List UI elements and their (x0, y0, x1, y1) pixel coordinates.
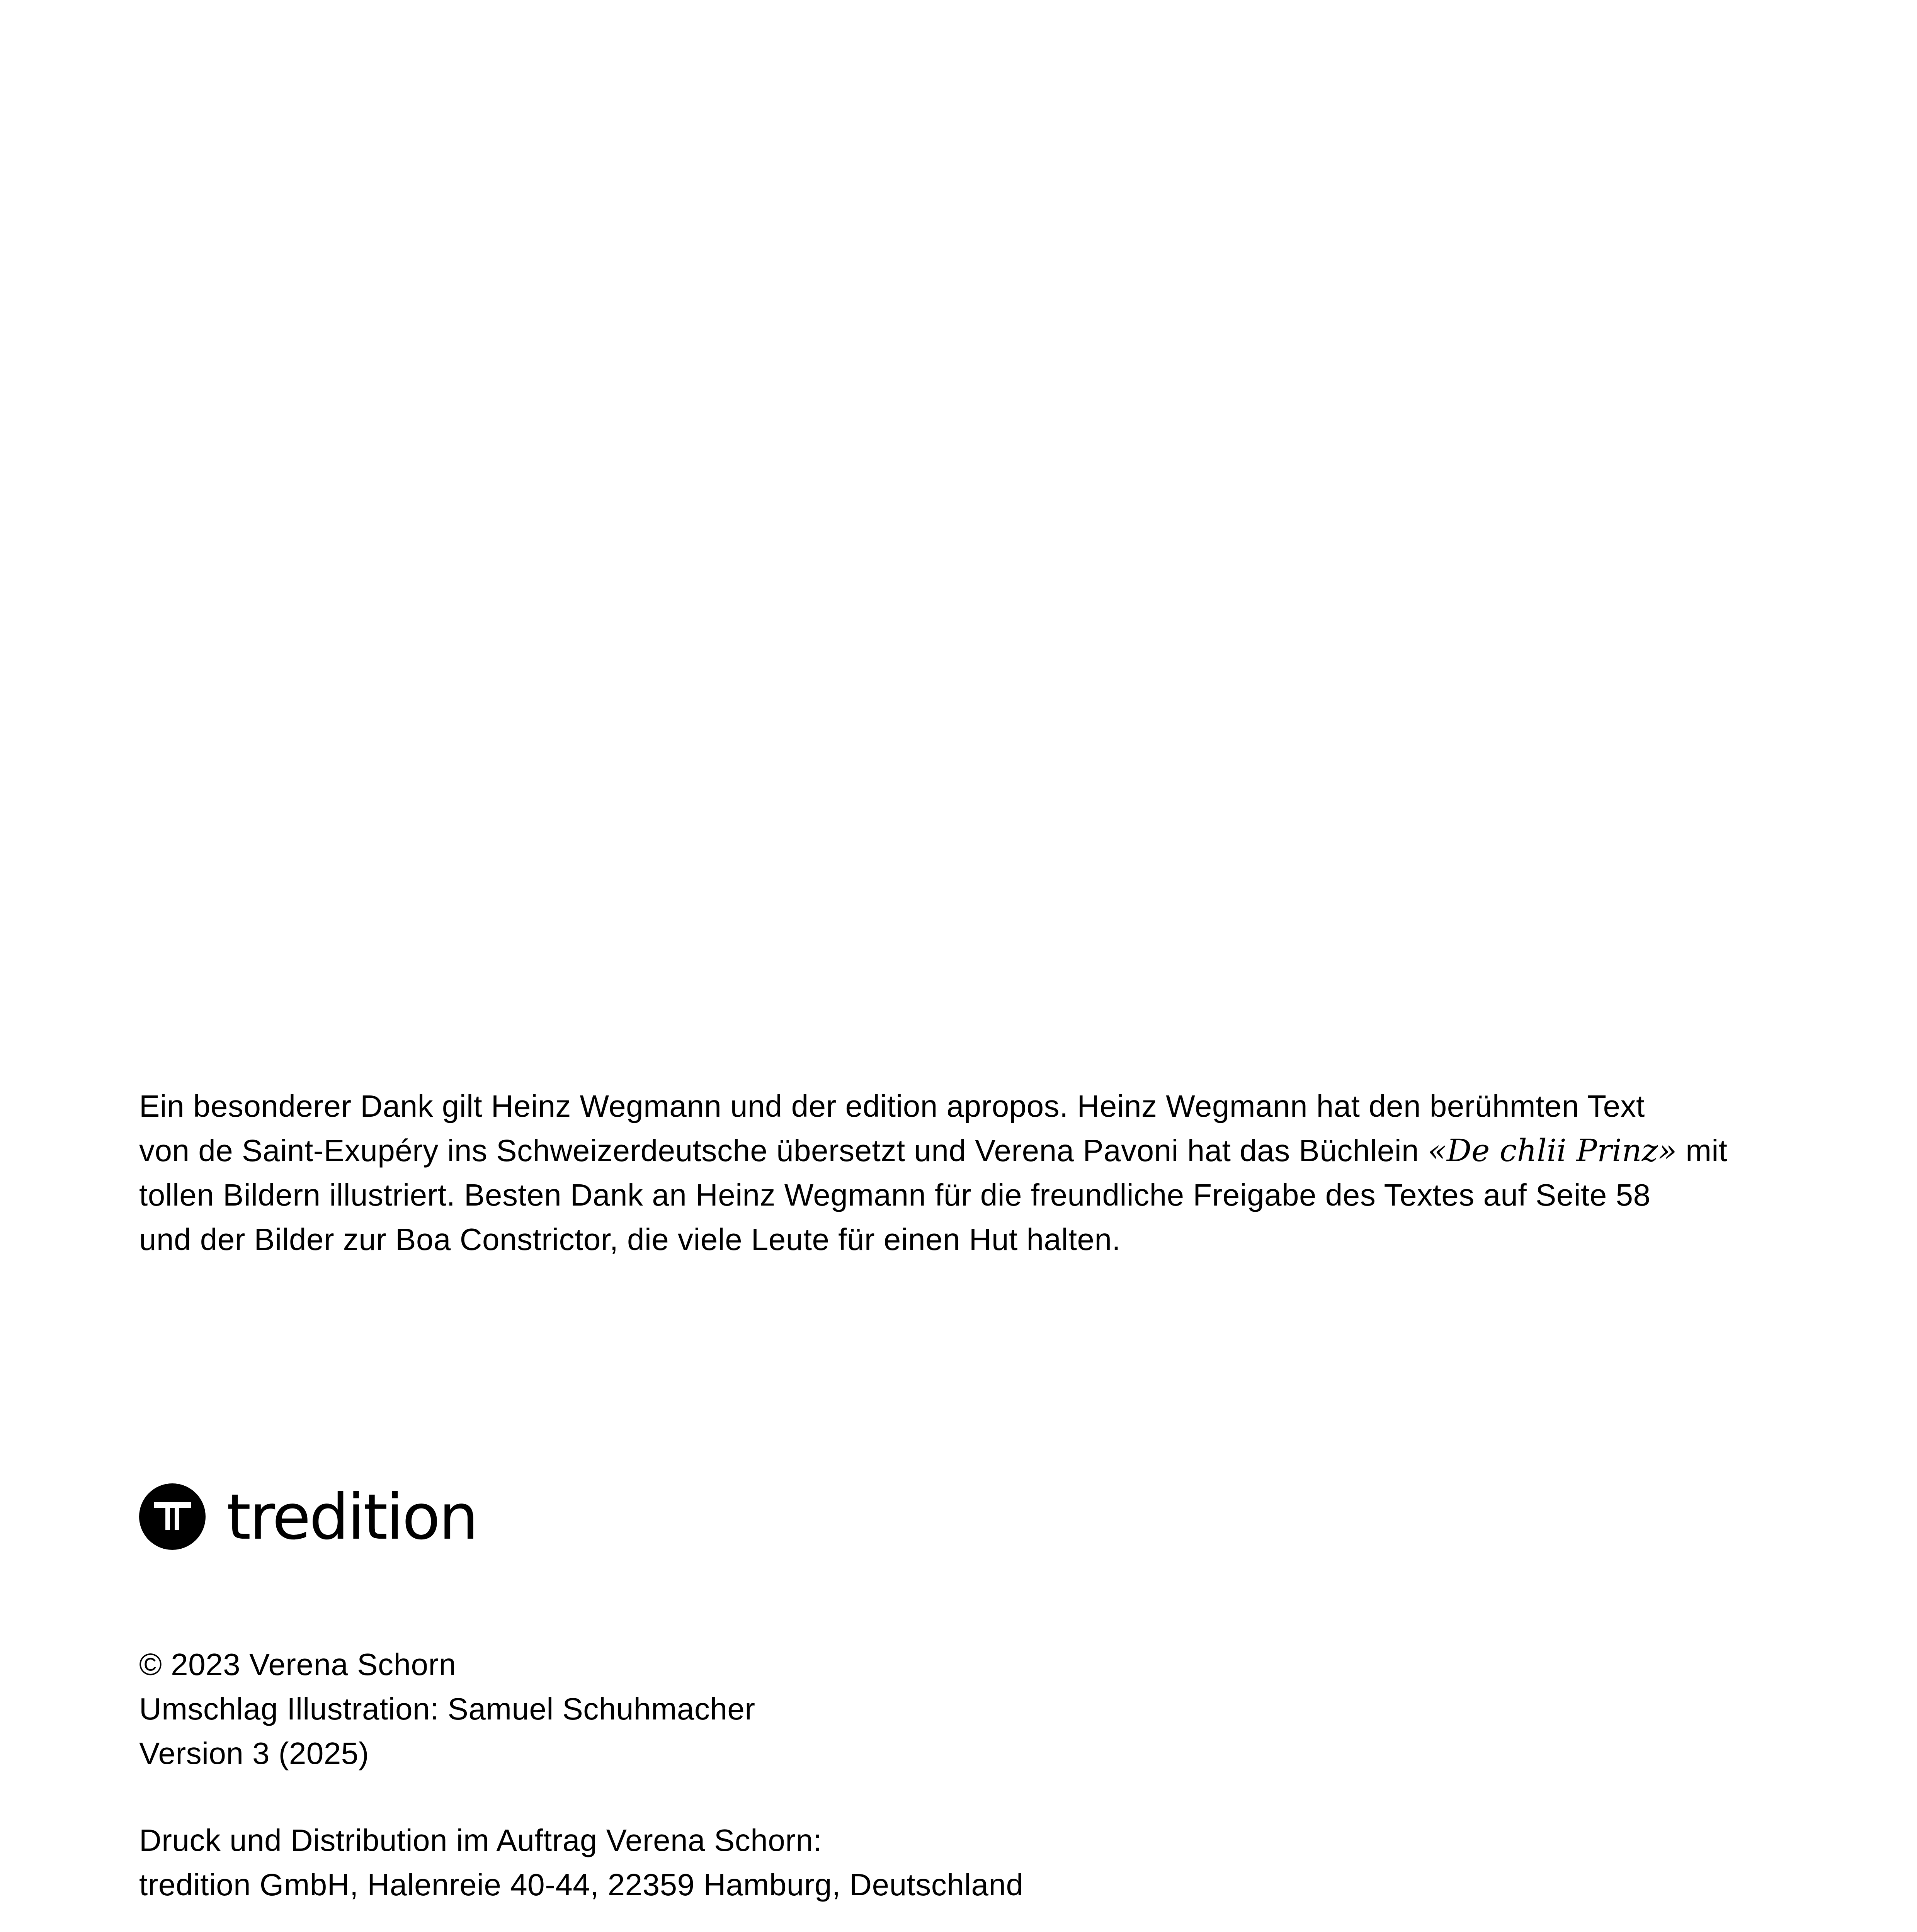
acknowledgement-line: tollen Bildern illustriert. Besten Dank an Heinz Wegmann für die freundliche Freigabe des Textes auf Seite 58 (139, 1178, 1651, 1212)
publisher-wordmark: tredition (226, 1481, 477, 1554)
publisher-logo (139, 1481, 477, 1554)
acknowledgement-text: von de Saint-Exupéry ins Schweizerdeutsche übersetzt und Verena Pavoni hat das Büchlein (139, 1133, 1428, 1168)
book-title: «De chlii Prinz» (1427, 1133, 1677, 1168)
printing-info (139, 1818, 1762, 1907)
acknowledgement-paragraph (139, 1084, 1762, 1262)
acknowledgement-line: Ein besonderer Dank gilt Heinz Wegmann und der edition apropos. Heinz Wegmann hat den berühmten Text (139, 1089, 1645, 1123)
acknowledgement-text: mit (1677, 1133, 1728, 1168)
publisher-address: tredition GmbH, Halenreie 40-44, 22359 Hamburg, Deutschland (139, 1867, 1024, 1902)
credits (139, 1642, 1762, 1776)
copyright-line: © 2023 Verena Schorn (139, 1647, 456, 1682)
version-line: Version 3 (2025) (139, 1736, 369, 1770)
printing-line: Druck und Distribution im Auftrag Verena Schorn: (139, 1823, 822, 1857)
acknowledgement-line (139, 1128, 1762, 1173)
tredition-logo-icon (139, 1483, 206, 1550)
acknowledgement-line: und der Bilder zur Boa Constrictor, die viele Leute für einen Hut halten. (139, 1222, 1121, 1257)
cover-illustration-line: Umschlag Illustration: Samuel Schuhmacher (139, 1692, 755, 1726)
